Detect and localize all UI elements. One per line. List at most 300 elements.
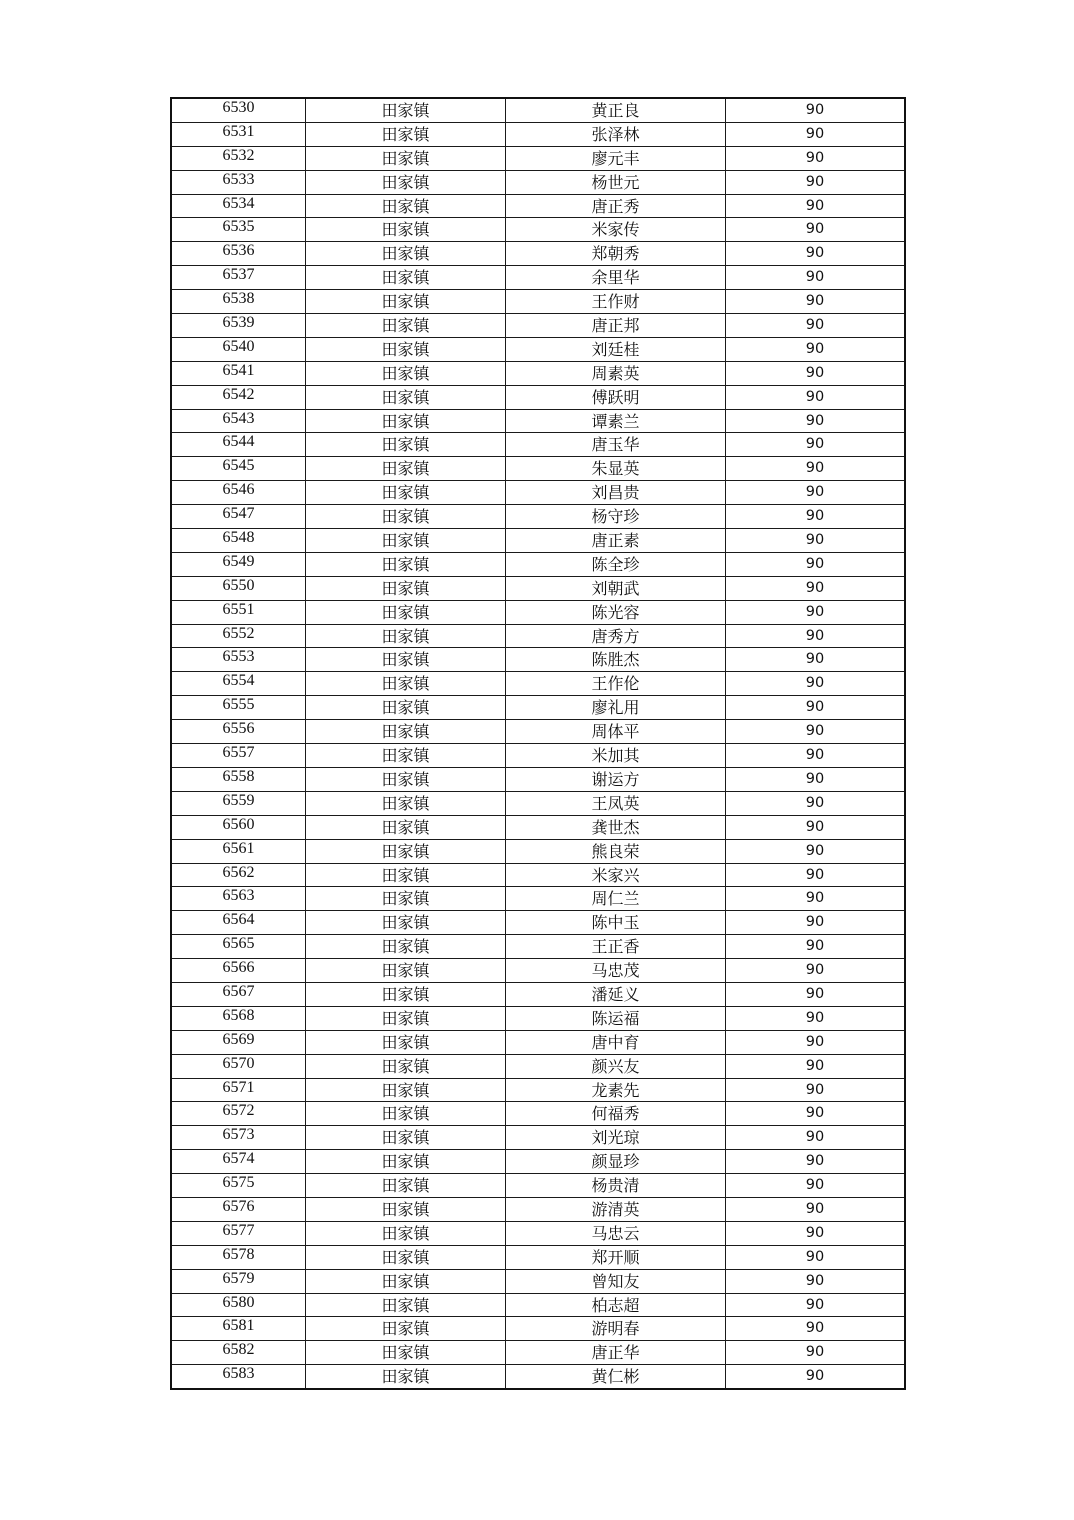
- amount-cell-text: 90: [805, 985, 825, 1002]
- person-name-cell: [506, 1126, 726, 1150]
- amount-cell: [726, 266, 906, 290]
- table-row: [171, 457, 905, 481]
- amount-cell-text: 90: [805, 938, 825, 955]
- town-cell-text: 田家镇: [381, 626, 430, 646]
- table-row: [171, 552, 905, 576]
- amount-cell: [726, 146, 906, 170]
- town-cell: [306, 122, 506, 146]
- serial-number-cell: [171, 696, 306, 720]
- amount-cell-text: 90: [805, 436, 825, 453]
- town-cell: [306, 576, 506, 600]
- person-name-cell-text: 杨贵清: [591, 1176, 640, 1196]
- table-row: [171, 624, 905, 648]
- town-cell-text: 田家镇: [381, 316, 430, 336]
- serial-number-cell-text: 6569: [222, 1030, 255, 1048]
- serial-number-cell-text: 6567: [222, 982, 255, 1000]
- town-cell-text: 田家镇: [381, 722, 430, 742]
- serial-number-cell: [171, 290, 306, 314]
- person-name-cell: [506, 1221, 726, 1245]
- town-cell: [306, 194, 506, 218]
- amount-cell: [726, 1102, 906, 1126]
- person-name-cell-text: 陈中玉: [591, 913, 640, 933]
- table-row: [171, 1102, 905, 1126]
- person-name-cell: [506, 863, 726, 887]
- town-cell: [306, 1365, 506, 1389]
- person-name-cell-text: 游清英: [591, 1199, 640, 1219]
- person-name-cell-text: 米家传: [591, 220, 640, 240]
- person-name-cell-text: 颜显珍: [591, 1152, 640, 1172]
- person-name-cell-text: 陈胜杰: [591, 650, 640, 670]
- amount-cell: [726, 457, 906, 481]
- town-cell-text: 田家镇: [381, 578, 430, 598]
- amount-cell: [726, 385, 906, 409]
- amount-cell-text: 90: [805, 1200, 825, 1217]
- person-name-cell-text: 陈运福: [591, 1008, 640, 1028]
- town-cell-text: 田家镇: [381, 1128, 430, 1148]
- person-name-cell-text: 米家兴: [591, 865, 640, 885]
- town-cell-text: 田家镇: [381, 101, 430, 120]
- person-name-cell: [506, 266, 726, 290]
- town-cell: [306, 1102, 506, 1126]
- serial-number-cell: [171, 457, 306, 481]
- person-name-cell: [506, 1174, 726, 1198]
- person-name-cell-text: 廖元丰: [591, 148, 640, 168]
- amount-cell: [726, 314, 906, 338]
- amount-cell: [726, 624, 906, 648]
- town-cell: [306, 624, 506, 648]
- town-cell: [306, 791, 506, 815]
- town-cell-text: 田家镇: [381, 1199, 430, 1219]
- town-cell: [306, 290, 506, 314]
- town-cell-text: 田家镇: [381, 459, 430, 479]
- town-cell-text: 田家镇: [381, 172, 430, 192]
- town-cell: [306, 959, 506, 983]
- serial-number-cell-text: 6557: [222, 744, 255, 762]
- amount-cell: [726, 552, 906, 576]
- table-row: [171, 720, 905, 744]
- town-cell-text: 田家镇: [381, 961, 430, 981]
- town-cell: [306, 720, 506, 744]
- serial-number-cell-text: 6583: [222, 1365, 255, 1383]
- town-cell: [306, 505, 506, 529]
- amount-cell: [726, 887, 906, 911]
- amount-cell-text: 90: [805, 1081, 825, 1098]
- serial-number-cell: [171, 720, 306, 744]
- person-name-cell: [506, 767, 726, 791]
- serial-number-cell-text: 6582: [222, 1341, 255, 1359]
- person-name-cell: [506, 1078, 726, 1102]
- serial-number-cell: [171, 744, 306, 768]
- person-name-cell: [506, 433, 726, 457]
- table-row: [171, 242, 905, 266]
- serial-number-cell: [171, 767, 306, 791]
- town-cell-text: 田家镇: [381, 1271, 430, 1291]
- amount-cell-text: 90: [805, 603, 825, 620]
- person-name-cell-text: 谢运方: [591, 769, 640, 789]
- table-row: [171, 1126, 905, 1150]
- amount-cell: [726, 815, 906, 839]
- town-cell: [306, 1078, 506, 1102]
- serial-number-cell-text: 6559: [222, 791, 255, 809]
- town-cell: [306, 767, 506, 791]
- serial-number-cell: [171, 481, 306, 505]
- person-name-cell-text: 游明春: [591, 1319, 640, 1339]
- table-row: [171, 672, 905, 696]
- person-name-cell: [506, 576, 726, 600]
- person-name-cell-text: 唐秀方: [591, 626, 640, 646]
- person-name-cell-text: 黄正良: [591, 101, 640, 120]
- person-name-cell: [506, 1269, 726, 1293]
- table-row: [171, 576, 905, 600]
- serial-number-cell: [171, 576, 306, 600]
- amount-cell: [726, 122, 906, 146]
- town-cell-text: 田家镇: [381, 148, 430, 168]
- serial-number-cell: [171, 1221, 306, 1245]
- town-cell-text: 田家镇: [381, 769, 430, 789]
- amount-cell-text: 90: [805, 1153, 825, 1170]
- serial-number-cell: [171, 1293, 306, 1317]
- person-name-cell: [506, 1317, 726, 1341]
- serial-number-cell-text: 6570: [222, 1054, 255, 1072]
- town-cell: [306, 1126, 506, 1150]
- serial-number-cell-text: 6531: [222, 122, 255, 140]
- serial-number-cell-text: 6561: [222, 839, 255, 857]
- amount-cell: [726, 1197, 906, 1221]
- serial-number-cell: [171, 648, 306, 672]
- serial-number-cell: [171, 122, 306, 146]
- town-cell: [306, 552, 506, 576]
- person-name-cell: [506, 648, 726, 672]
- person-name-cell-text: 龚世杰: [591, 817, 640, 837]
- serial-number-cell: [171, 1030, 306, 1054]
- serial-number-cell: [171, 552, 306, 576]
- amount-cell-text: 90: [805, 866, 825, 883]
- person-name-cell: [506, 170, 726, 194]
- person-name-cell: [506, 839, 726, 863]
- serial-number-cell-text: 6534: [222, 194, 255, 212]
- person-name-cell-text: 何福秀: [591, 1104, 640, 1124]
- town-cell-text: 田家镇: [381, 650, 430, 670]
- serial-number-cell: [171, 911, 306, 935]
- serial-number-cell: [171, 1150, 306, 1174]
- person-name-cell: [506, 481, 726, 505]
- serial-number-cell-text: 6538: [222, 290, 255, 308]
- town-cell: [306, 361, 506, 385]
- town-cell: [306, 1293, 506, 1317]
- person-name-cell: [506, 1341, 726, 1365]
- table-row: [171, 409, 905, 433]
- amount-cell: [726, 433, 906, 457]
- amount-cell-text: 90: [805, 1057, 825, 1074]
- person-name-cell: [506, 911, 726, 935]
- amount-cell-text: 90: [805, 508, 825, 525]
- amount-cell-text: 90: [805, 842, 825, 859]
- serial-number-cell-text: 6565: [222, 935, 255, 953]
- town-cell-text: 田家镇: [381, 1367, 430, 1387]
- person-name-cell-text: 潘延义: [591, 984, 640, 1004]
- table-row: [171, 600, 905, 624]
- person-name-cell-text: 谭素兰: [591, 411, 640, 431]
- amount-cell-text: 90: [805, 1248, 825, 1265]
- town-cell: [306, 672, 506, 696]
- serial-number-cell-text: 6576: [222, 1197, 255, 1215]
- person-name-cell: [506, 1102, 726, 1126]
- table-row: [171, 505, 905, 529]
- town-cell-text: 田家镇: [381, 913, 430, 933]
- amount-cell: [726, 935, 906, 959]
- person-name-cell-text: 刘光琼: [591, 1128, 640, 1148]
- amount-cell-text: 90: [805, 364, 825, 381]
- town-cell: [306, 1006, 506, 1030]
- serial-number-cell: [171, 98, 306, 122]
- person-name-cell-text: 唐正秀: [591, 196, 640, 216]
- person-name-cell: [506, 624, 726, 648]
- serial-number-cell-text: 6537: [222, 266, 255, 284]
- amount-cell-text: 90: [805, 890, 825, 907]
- serial-number-cell-text: 6541: [222, 361, 255, 379]
- town-cell-text: 田家镇: [381, 602, 430, 622]
- serial-number-cell-text: 6547: [222, 505, 255, 523]
- amount-cell: [726, 648, 906, 672]
- amount-cell: [726, 1126, 906, 1150]
- serial-number-cell: [171, 815, 306, 839]
- table-row: [171, 767, 905, 791]
- person-name-cell-text: 龙素先: [591, 1080, 640, 1100]
- serial-number-cell-text: 6539: [222, 314, 255, 332]
- town-cell: [306, 1269, 506, 1293]
- person-name-cell-text: 刘昌贵: [591, 483, 640, 503]
- amount-cell: [726, 1174, 906, 1198]
- amount-cell-text: 90: [805, 651, 825, 668]
- table-row: [171, 1341, 905, 1365]
- person-name-cell: [506, 744, 726, 768]
- amount-cell-text: 90: [805, 317, 825, 334]
- table-row: [171, 529, 905, 553]
- serial-number-cell: [171, 242, 306, 266]
- town-cell-text: 田家镇: [381, 817, 430, 837]
- table-row: [171, 982, 905, 1006]
- amount-cell-text: 90: [805, 102, 825, 118]
- person-name-cell: [506, 385, 726, 409]
- person-name-cell-text: 余里华: [591, 268, 640, 288]
- person-name-cell: [506, 457, 726, 481]
- table-row: [171, 959, 905, 983]
- serial-number-cell-text: 6553: [222, 648, 255, 666]
- amount-cell: [726, 481, 906, 505]
- town-cell: [306, 982, 506, 1006]
- serial-number-cell: [171, 672, 306, 696]
- town-cell: [306, 911, 506, 935]
- town-cell-text: 田家镇: [381, 220, 430, 240]
- serial-number-cell-text: 6550: [222, 576, 255, 594]
- serial-number-cell-text: 6562: [222, 863, 255, 881]
- town-cell: [306, 529, 506, 553]
- amount-cell: [726, 720, 906, 744]
- town-cell-text: 田家镇: [381, 1056, 430, 1076]
- table-row: [171, 218, 905, 242]
- serial-number-cell: [171, 982, 306, 1006]
- serial-number-cell: [171, 409, 306, 433]
- amount-cell: [726, 1317, 906, 1341]
- table-row: [171, 1293, 905, 1317]
- person-name-cell-text: 颜兴友: [591, 1056, 640, 1076]
- town-cell: [306, 146, 506, 170]
- serial-number-cell: [171, 146, 306, 170]
- serial-number-cell: [171, 1006, 306, 1030]
- table-row: [171, 1054, 905, 1078]
- table-row: [171, 314, 905, 338]
- serial-number-cell: [171, 935, 306, 959]
- amount-cell-text: 90: [805, 197, 825, 214]
- serial-number-cell-text: 6581: [222, 1317, 255, 1335]
- town-cell: [306, 170, 506, 194]
- table-row: [171, 361, 905, 385]
- person-name-cell: [506, 1054, 726, 1078]
- serial-number-cell: [171, 1174, 306, 1198]
- serial-number-cell-text: 6545: [222, 457, 255, 475]
- serial-number-cell-text: 6549: [222, 552, 255, 570]
- town-cell-text: 田家镇: [381, 1176, 430, 1196]
- amount-cell-text: 90: [805, 723, 825, 740]
- town-cell: [306, 1245, 506, 1269]
- amount-cell: [726, 982, 906, 1006]
- town-cell-text: 田家镇: [381, 937, 430, 957]
- amount-cell-text: 90: [805, 579, 825, 596]
- person-name-cell: [506, 290, 726, 314]
- town-cell-text: 田家镇: [381, 1080, 430, 1100]
- amount-cell: [726, 911, 906, 935]
- amount-cell: [726, 1221, 906, 1245]
- serial-number-cell: [171, 218, 306, 242]
- serial-number-cell-text: 6533: [222, 170, 255, 188]
- serial-number-cell: [171, 170, 306, 194]
- town-cell-text: 田家镇: [381, 1104, 430, 1124]
- serial-number-cell: [171, 1365, 306, 1389]
- town-cell-text: 田家镇: [381, 363, 430, 383]
- town-cell-text: 田家镇: [381, 1319, 430, 1339]
- amount-cell: [726, 361, 906, 385]
- amount-cell-text: 90: [805, 627, 825, 644]
- table-row: [171, 1006, 905, 1030]
- serial-number-cell: [171, 529, 306, 553]
- town-cell-text: 田家镇: [381, 865, 430, 885]
- person-name-cell-text: 廖礼用: [591, 698, 640, 718]
- amount-cell: [726, 1054, 906, 1078]
- person-name-cell-text: 张泽林: [591, 124, 640, 144]
- town-cell: [306, 744, 506, 768]
- table-row: [171, 935, 905, 959]
- amount-cell-text: 90: [805, 1320, 825, 1337]
- person-name-cell-text: 周体平: [591, 722, 640, 742]
- person-name-cell-text: 傅跃明: [591, 387, 640, 407]
- town-cell-text: 田家镇: [381, 1032, 430, 1052]
- town-cell-text: 田家镇: [381, 268, 430, 288]
- table-row: [171, 1365, 905, 1389]
- person-name-cell: [506, 146, 726, 170]
- serial-number-cell-text: 6540: [222, 337, 255, 355]
- serial-number-cell-text: 6577: [222, 1221, 255, 1239]
- amount-cell: [726, 744, 906, 768]
- table-row: [171, 744, 905, 768]
- serial-number-cell-text: 6530: [222, 99, 255, 116]
- person-name-cell-text: 郑朝秀: [591, 244, 640, 264]
- amount-cell: [726, 1006, 906, 1030]
- town-cell: [306, 1317, 506, 1341]
- table-row: [171, 1221, 905, 1245]
- amount-cell: [726, 1150, 906, 1174]
- serial-number-cell-text: 6535: [222, 218, 255, 236]
- person-name-cell-text: 熊良荣: [591, 841, 640, 861]
- town-cell-text: 田家镇: [381, 698, 430, 718]
- serial-number-cell: [171, 1126, 306, 1150]
- serial-number-cell: [171, 624, 306, 648]
- person-name-cell-text: 周仁兰: [591, 889, 640, 909]
- table-row: [171, 696, 905, 720]
- amount-cell-text: 90: [805, 962, 825, 979]
- person-name-cell-text: 王作伦: [591, 674, 640, 694]
- amount-cell-text: 90: [805, 532, 825, 549]
- person-name-cell-text: 陈全珍: [591, 554, 640, 574]
- amount-cell-text: 90: [805, 269, 825, 286]
- amount-cell: [726, 290, 906, 314]
- amount-cell-text: 90: [805, 675, 825, 692]
- serial-number-cell-text: 6575: [222, 1174, 255, 1192]
- town-cell-text: 田家镇: [381, 746, 430, 766]
- town-cell-text: 田家镇: [381, 674, 430, 694]
- table-row: [171, 1197, 905, 1221]
- amount-cell-text: 90: [805, 484, 825, 501]
- amount-cell: [726, 1293, 906, 1317]
- person-name-cell: [506, 672, 726, 696]
- person-name-cell: [506, 1197, 726, 1221]
- town-cell-text: 田家镇: [381, 339, 430, 359]
- town-cell-text: 田家镇: [381, 554, 430, 574]
- table-row: [171, 1150, 905, 1174]
- serial-number-cell-text: 6532: [222, 146, 255, 164]
- town-cell: [306, 1341, 506, 1365]
- town-cell: [306, 1030, 506, 1054]
- person-name-cell-text: 马忠云: [591, 1223, 640, 1243]
- person-name-cell: [506, 982, 726, 1006]
- serial-number-cell-text: 6551: [222, 600, 255, 618]
- town-cell: [306, 1150, 506, 1174]
- serial-number-cell: [171, 314, 306, 338]
- serial-number-cell: [171, 1078, 306, 1102]
- table-row: [171, 1317, 905, 1341]
- person-name-cell: [506, 337, 726, 361]
- serial-number-cell-text: 6578: [222, 1245, 255, 1263]
- table-row: [171, 433, 905, 457]
- amount-cell: [726, 1245, 906, 1269]
- person-name-cell: [506, 194, 726, 218]
- amount-cell: [726, 767, 906, 791]
- serial-number-cell-text: 6548: [222, 529, 255, 547]
- person-name-cell-text: 王凤英: [591, 793, 640, 813]
- table-row: [171, 98, 905, 122]
- serial-number-cell: [171, 1317, 306, 1341]
- amount-cell: [726, 959, 906, 983]
- amount-cell-text: 90: [805, 149, 825, 166]
- amount-cell: [726, 218, 906, 242]
- amount-cell: [726, 409, 906, 433]
- amount-cell-text: 90: [805, 818, 825, 835]
- amount-cell-text: 90: [805, 293, 825, 310]
- person-name-cell: [506, 1293, 726, 1317]
- serial-number-cell-text: 6572: [222, 1102, 255, 1120]
- amount-cell-text: 90: [805, 1105, 825, 1122]
- amount-cell-text: 90: [805, 1296, 825, 1313]
- person-name-cell-text: 唐玉华: [591, 435, 640, 455]
